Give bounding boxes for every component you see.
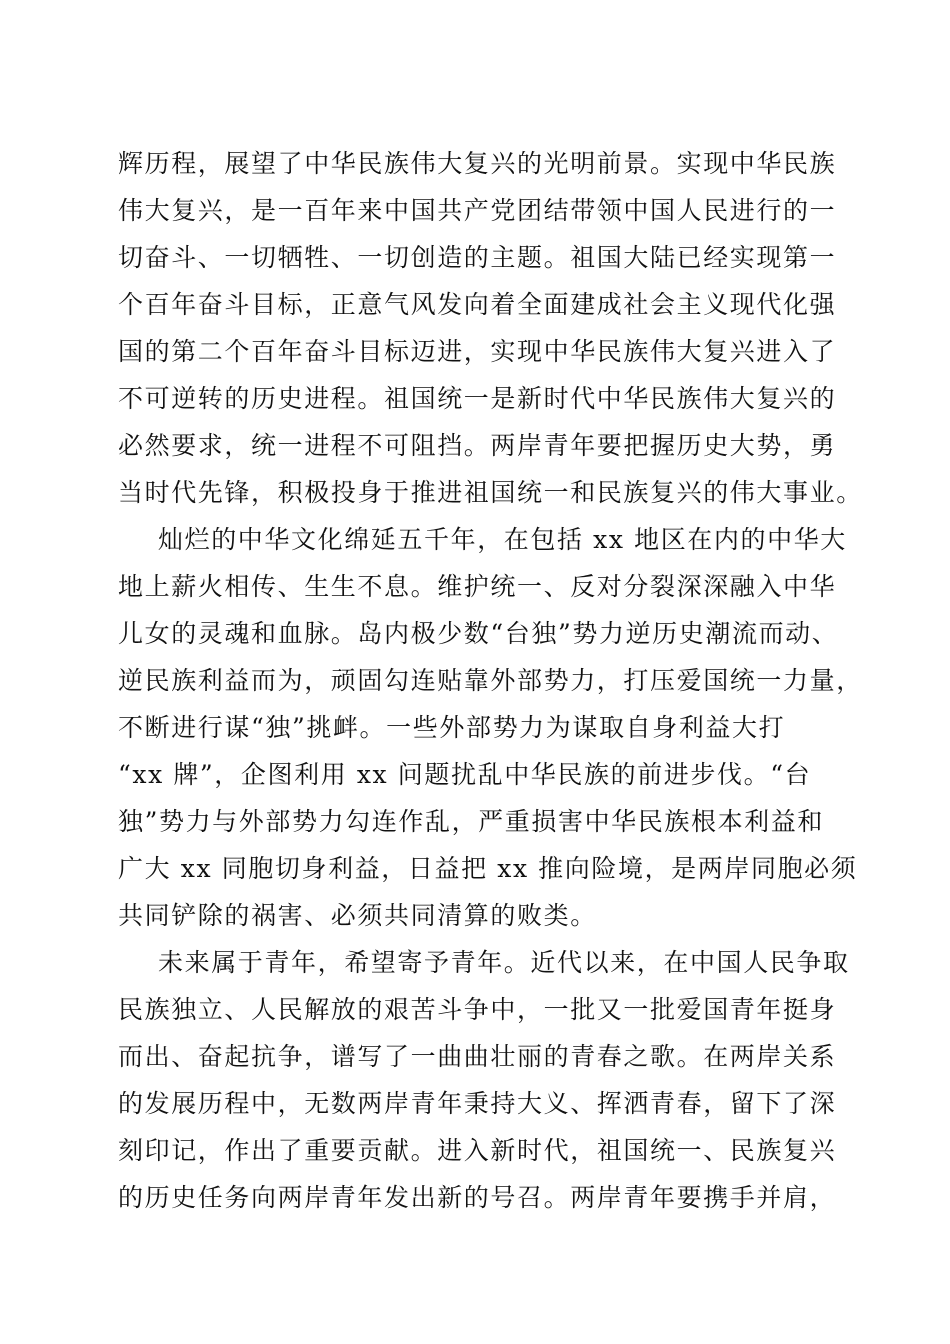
paragraph-3-line-4: 的发展历程中，无数两岸青年秉持大义、挥洒青春，留下了深	[118, 1089, 837, 1118]
paragraph-3-line-2: 民族独立、人民解放的艰苦斗争中，一批又一批爱国青年挺身	[118, 995, 837, 1024]
paragraph-1-line-3: 切奋斗、一切牺牲、一切创造的主题。祖国大陆已经实现第一	[118, 243, 837, 272]
paragraph-2-line-7: 独”势力与外部势力勾连作乱，严重损害中华民族根本利益和	[118, 807, 824, 836]
document-body	[118, 140, 863, 1221]
paragraph-3-line-6: 的历史任务向两岸青年发出新的号召。两岸青年要携手并肩，	[118, 1183, 837, 1212]
paragraph-2-line-6: “xx 牌”，企图利用 xx 问题扰乱中华民族的前进步伐。“台	[118, 760, 812, 789]
paragraph-1-line-7: 必然要求，统一进程不可阻挡。两岸青年要把握历史大势，勇	[118, 431, 837, 460]
paragraph-1-line-5: 国的第二个百年奋斗目标迈进，实现中华民族伟大复兴进入了	[118, 337, 837, 366]
paragraph-3-line-5: 刻印记，作出了重要贡献。进入新时代，祖国统一、民族复兴	[118, 1136, 837, 1165]
paragraph-1-line-2: 伟大复兴，是一百年来中国共产党团结带领中国人民进行的一	[118, 196, 837, 225]
paragraph-2-line-5: 不断进行谋“独”挑衅。一些外部势力为谋取自身利益大打	[118, 713, 786, 742]
paragraph-2-line-8: 广大 xx 同胞切身利益，日益把 xx 推向险境，是两岸同胞必须	[118, 854, 858, 883]
paragraph-2-line-9: 共同铲除的祸害、必须共同清算的败类。	[118, 901, 597, 930]
paragraph-1-line-8: 当时代先锋，积极投身于推进祖国统一和民族复兴的伟大事业。	[118, 478, 863, 507]
paragraph-2-line-2: 地上薪火相传、生生不息。维护统一、反对分裂深深融入中华	[118, 572, 837, 601]
paragraph-2-line-4: 逆民族利益而为，顽固勾连贴靠外部势力，打压爱国统一力量，	[118, 666, 863, 695]
paragraph-1-line-6: 不可逆转的历史进程。祖国统一是新时代中华民族伟大复兴的	[118, 384, 837, 413]
paragraph-2-line-3: 儿女的灵魂和血脉。岛内极少数“台独”势力逆历史潮流而动、	[118, 619, 839, 648]
paragraph-1-line-1: 辉历程，展望了中华民族伟大复兴的光明前景。实现中华民族	[118, 149, 837, 178]
paragraph-1-line-4: 个百年奋斗目标，正意气风发向着全面建成社会主义现代化强	[118, 290, 837, 319]
paragraph-3-line-1: 未来属于青年，希望寄予青年。近代以来，在中国人民争取	[158, 948, 850, 977]
paragraph-3-line-3: 而出、奋起抗争，谱写了一曲曲壮丽的青春之歌。在两岸关系	[118, 1042, 837, 1071]
paragraph-2-line-1: 灿烂的中华文化绵延五千年，在包括 xx 地区在内的中华大	[158, 525, 847, 554]
